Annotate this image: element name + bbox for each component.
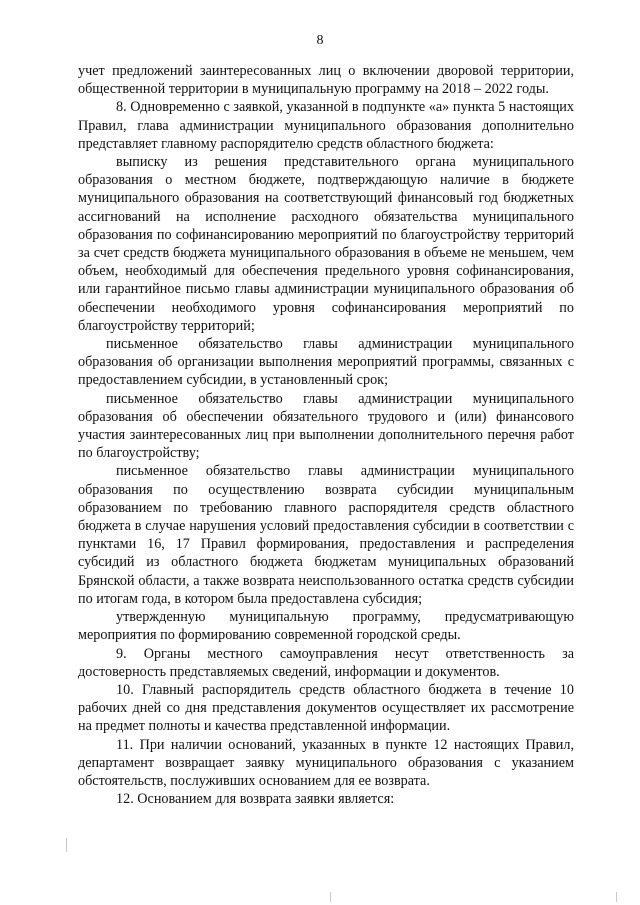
scan-edge-mark — [66, 838, 67, 852]
paragraph-item-11: 11. При наличии оснований, указанных в пункте 12 настоящих Правил, департамент возвращает заявку муниципального образования с указанием обстоятельств, послуживших основанием для ее возврата. — [78, 736, 574, 789]
paragraph-obligation-participation: письменное обязательство главы администрации муниципального образования об обеспечении обязательного трудового и (или) финансового участия заинтересованных лиц при выполнении дополнительного перечня работ по благоустройству; — [78, 390, 574, 462]
paragraph-item-10: 10. Главный распорядитель средств областного бюджета в течение 10 рабочих дней со дня представления документов осуществляет их рассмотрение на предмет полноты и качества представленной информации. — [78, 681, 574, 735]
scan-edge-mark — [616, 892, 617, 902]
paragraph-obligation-program: письменное обязательство главы администрации муниципального образования об организации выполнения мероприятий программы, связанных с предоставлением субсидии, в установленный срок; — [78, 336, 574, 389]
paragraph-approved-program: утвержденную муниципальную программу, предусматривающую мероприятия по формированию современной городской среды. — [78, 609, 574, 644]
paragraph-budget-extract: выписку из решения представительного органа муниципального образования о местном бюджете, подтверждающую наличие в бюджете муниципального образования на соответствующий финансовый год бюджетных ассигнований на исполнение расходного обязательства муниципального образования по софинансированию мероприятий по благоустройству территорий за счет средств бюджета муниципального образования в объеме не меньшем, чем объем, необходимый для обеспечения предельного уровня софинансирования, или гарантийное письмо главы администрации муниципального образования об обеспечении необходимого уровня софинансирования мероприятий по благоустройству территорий; — [78, 154, 574, 334]
paragraph-continuation: учет предложений заинтересованных лиц о включении дворовой территории, общественной территории в муниципальную программу на 2018 – 2022 годы. — [78, 63, 574, 98]
scan-edge-mark — [330, 892, 331, 902]
page-body — [78, 62, 574, 808]
paragraph-item-9: 9. Органы местного самоуправления несут ответственность за достоверность представляемых сведений, информации и документов. — [78, 645, 574, 680]
paragraph-item-8: 8. Одновременно с заявкой, указанной в подпункте «а» пункта 5 настоящих Правил, глава администрации муниципального образования дополнительно представляет главному распорядителю средств областного бюджета: — [78, 99, 574, 152]
page-number: 8 — [316, 33, 324, 48]
paragraph-item-12: 12. Основанием для возврата заявки является: — [116, 791, 395, 808]
paragraph-obligation-refund: письменное обязательство главы администрации муниципального образования по осуществлению возврата субсидии муниципальным образованием по требованию главного распорядителя средств областного бюджета в случае нарушения условий предоставления субсидии в соответствии с пунктами 16, 17 Правил формирования, предоставления и распределения субсидий из областного бюджета бюджетам муниципальных образований Брянской области, а также возврата неиспользованного остатка средств субсидии по итогам года, в котором была предоставлена субсидия; — [78, 463, 574, 607]
